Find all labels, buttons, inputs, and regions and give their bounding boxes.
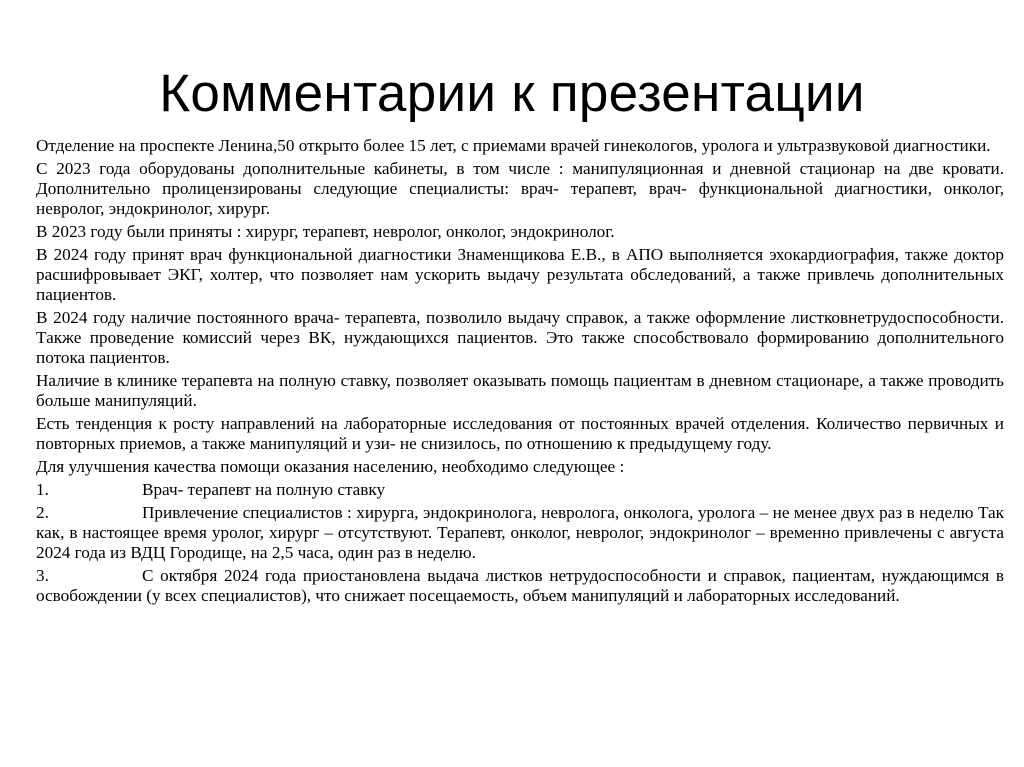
- paragraph: С 2023 года оборудованы дополнительные кабинеты, в том числе : манипуляционная и дневной стационар на две кровати. Дополнительно пролицензированы следующие специалисты: врач- терапевт, врач- функциональной диагностики, онколог, невролог, эндокринолог, хирург.: [36, 159, 1004, 218]
- list-item-text: Врач- терапевт на полную ставку: [142, 480, 386, 499]
- paragraph: В 2024 году наличие постоянного врача- терапевта, позволило выдачу справок, а также оформление листковнетрудоспособности. Также проведение комиссий через ВК, нуждающихся пациентов. Это также способствовало формированию дополнительного потока пациентов.: [36, 308, 1004, 367]
- list-item: [36, 566, 1004, 606]
- list-item-number: 3.: [36, 566, 49, 585]
- list-item-number: 1.: [36, 480, 49, 499]
- list-item-number: 2.: [36, 503, 49, 522]
- list-item-text: Привлечение специалистов : хирурга, эндокринолога, невролога, онколога, уролога – не менее двух раз в неделю Так как, в настоящее время уролог, хирург – отсутствуют. Терапевт, онколог, невролог, эндокринолог – временно привлечены с августа 2024 года из ВДЦ Городище, на 2,5 часа, один раз в неделю.: [36, 503, 1004, 562]
- paragraph: Есть тенденция к росту направлений на лабораторные исследования от постоянных врачей отделения. Количество первичных и повторных приемов, а также манипуляций и узи- не снизилось, по отношению к предыдущему году.: [36, 414, 1004, 453]
- list-item: [36, 480, 1004, 500]
- list-item-text: С октября 2024 года приостановлена выдача листков нетрудоспособности и справок, пациентам, нуждающимся в освобождении (у всех специалистов), что снижает посещаемость, объем манипуляций и лабораторных исследований.: [36, 566, 1004, 605]
- paragraph: Отделение на проспекте Ленина,50 открыто более 15 лет, с приемами врачей гинекологов, уролога и ультразвуковой диагностики.: [36, 136, 991, 155]
- slide-body: [36, 136, 1004, 609]
- paragraph: Наличие в клинике терапевта на полную ставку, позволяет оказывать помощь пациентам в дневном стационаре, а также проводить больше манипуляций.: [36, 371, 1004, 410]
- paragraph: В 2024 году принят врач функциональной диагностики Знаменщикова Е.В., в АПО выполняется эхокардиография, также доктор расшифровывает ЭКГ, холтер, что позволяет нам ускорить выдачу результата обследований, а также привлечь дополнительных пациентов.: [36, 245, 1004, 304]
- paragraph: Для улучшения качества помощи оказания населению, необходимо следующее :: [36, 457, 625, 476]
- paragraph: В 2023 году были приняты : хирург, терапевт, невролог, онколог, эндокринолог.: [36, 222, 615, 241]
- list-item: [36, 503, 1004, 563]
- slide-title: Комментарии к презентации: [159, 64, 865, 123]
